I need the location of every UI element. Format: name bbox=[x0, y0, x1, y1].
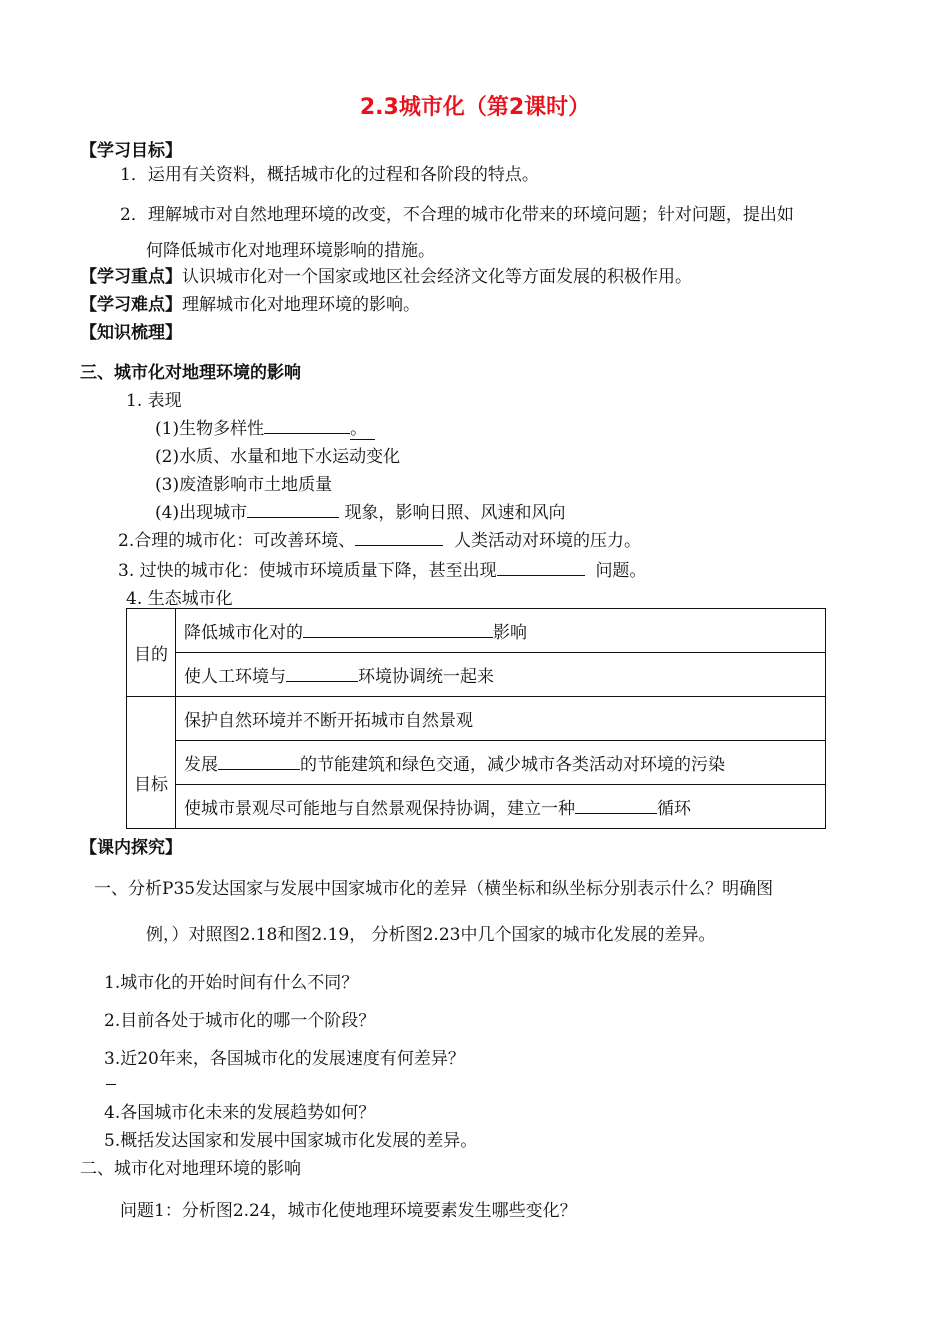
r5-end: 循环 bbox=[657, 799, 691, 819]
page-title: 2.3城市化（第2课时） bbox=[359, 95, 591, 120]
inclass-question-line1: 一、分析P35发达国家与发展中国家城市化的差异（横坐标和纵坐标分别表示什么？明确图 bbox=[94, 879, 774, 899]
eco-city-table bbox=[126, 608, 826, 829]
r4-end: 的节能建筑和绿色交通，减少城市各类活动对环境的污染 bbox=[300, 755, 725, 775]
section3-sub3: (3)废渣影响市土地质量 bbox=[155, 475, 333, 495]
blank[interactable] bbox=[218, 753, 300, 770]
section3-heading: 三、城市化对地理环境的影响 bbox=[80, 363, 301, 383]
table-row-1 bbox=[176, 609, 826, 653]
item2-text: 2.合理的城市化：可改善环境、 bbox=[118, 531, 356, 551]
inclass-q4: 4.各国城市化未来的发展趋势如何？ bbox=[104, 1103, 376, 1123]
sub4-end: 现象，影响日照、风速和风向 bbox=[344, 503, 566, 523]
objective-1: 1．运用有关资料，概括城市化的过程和各阶段的特点。 bbox=[120, 165, 539, 185]
r1-end: 影响 bbox=[493, 623, 527, 643]
item3-end: 问题。 bbox=[595, 561, 647, 581]
section3-sub1 bbox=[155, 414, 375, 439]
sub1-text: (1)生物多样性 bbox=[155, 419, 265, 439]
key-point-label: 【学习重点】 bbox=[80, 267, 182, 287]
objectives-heading: 【学习目标】 bbox=[80, 141, 182, 161]
key-point-text: 认识城市化对一个国家或地区社会经济文化等方面发展的积极作用。 bbox=[182, 267, 692, 287]
blank[interactable] bbox=[247, 501, 339, 518]
sub1-end: 。 bbox=[350, 419, 375, 440]
r2-end: 环境协调统一起来 bbox=[358, 667, 494, 687]
r1-text: 降低城市化对的 bbox=[184, 623, 303, 643]
section3-item1: 1. 表现 bbox=[126, 391, 182, 411]
stray-underscore bbox=[106, 1084, 116, 1085]
section3-item2 bbox=[118, 526, 641, 551]
blank[interactable] bbox=[286, 665, 358, 682]
difficulty-text: 理解城市化对地理环境的影响。 bbox=[182, 295, 420, 315]
table-row-4 bbox=[176, 741, 826, 785]
goal-label: 目标 bbox=[127, 697, 176, 829]
blank[interactable] bbox=[303, 621, 493, 638]
blank[interactable] bbox=[575, 797, 657, 814]
inclass-heading: 【课内探究】 bbox=[80, 838, 182, 858]
inclass-q1: 1.城市化的开始时间有什么不同？ bbox=[104, 973, 359, 993]
item2-end: 人类活动对环境的压力。 bbox=[454, 531, 642, 551]
r2-text: 使人工环境与 bbox=[184, 667, 286, 687]
section3-item3 bbox=[118, 556, 646, 581]
inclass-q2: 2.目前各处于城市化的哪一个阶段？ bbox=[104, 1011, 376, 1031]
difficulty bbox=[80, 290, 420, 315]
objective-2-line1: 2．理解城市对自然地理环境的改变，不合理的城市化带来的环境问题；针对问题，提出如 bbox=[120, 205, 794, 225]
problem-1: 问题1：分析图2.24，城市化使地理环境要素发生哪些变化？ bbox=[120, 1201, 577, 1221]
knowledge-heading: 【知识梳理】 bbox=[80, 323, 182, 343]
r5-text: 使城市景观尽可能地与自然景观保持协调，建立一种 bbox=[184, 799, 575, 819]
blank[interactable] bbox=[264, 417, 350, 434]
blank[interactable] bbox=[355, 529, 443, 546]
sub4-text: (4)出现城市 bbox=[155, 503, 248, 523]
blank[interactable] bbox=[497, 559, 585, 576]
purpose-label: 目的 bbox=[127, 609, 176, 697]
section3-sub4 bbox=[155, 498, 566, 523]
item3-text: 3. 过快的城市化：使城市环境质量下降，甚至出现 bbox=[118, 561, 497, 581]
inclass-q5: 5.概括发达国家和发展中国家城市化发展的差异。 bbox=[104, 1131, 478, 1151]
section3-item4: 4. 生态城市化 bbox=[126, 589, 233, 609]
table-row-5 bbox=[176, 785, 826, 829]
table-row-3: 保护自然环境并不断开拓城市自然景观 bbox=[176, 697, 826, 741]
key-point bbox=[80, 262, 692, 287]
inclass-question-line2: 例，）对照图2.18和图2.19， 分析图2.23中几个国家的城市化发展的差异。 bbox=[146, 925, 716, 945]
inclass-q3: 3.近20年来，各国城市化的发展速度有何差异？ bbox=[104, 1049, 465, 1069]
objective-2-line2: 何降低城市化对地理环境影响的措施。 bbox=[146, 241, 435, 261]
table-row-2 bbox=[176, 653, 826, 697]
section2-heading: 二、城市化对地理环境的影响 bbox=[80, 1159, 301, 1179]
section3-sub2: (2)水质、水量和地下水运动变化 bbox=[155, 447, 401, 467]
difficulty-label: 【学习难点】 bbox=[80, 295, 182, 315]
r4-text: 发展 bbox=[184, 755, 218, 775]
